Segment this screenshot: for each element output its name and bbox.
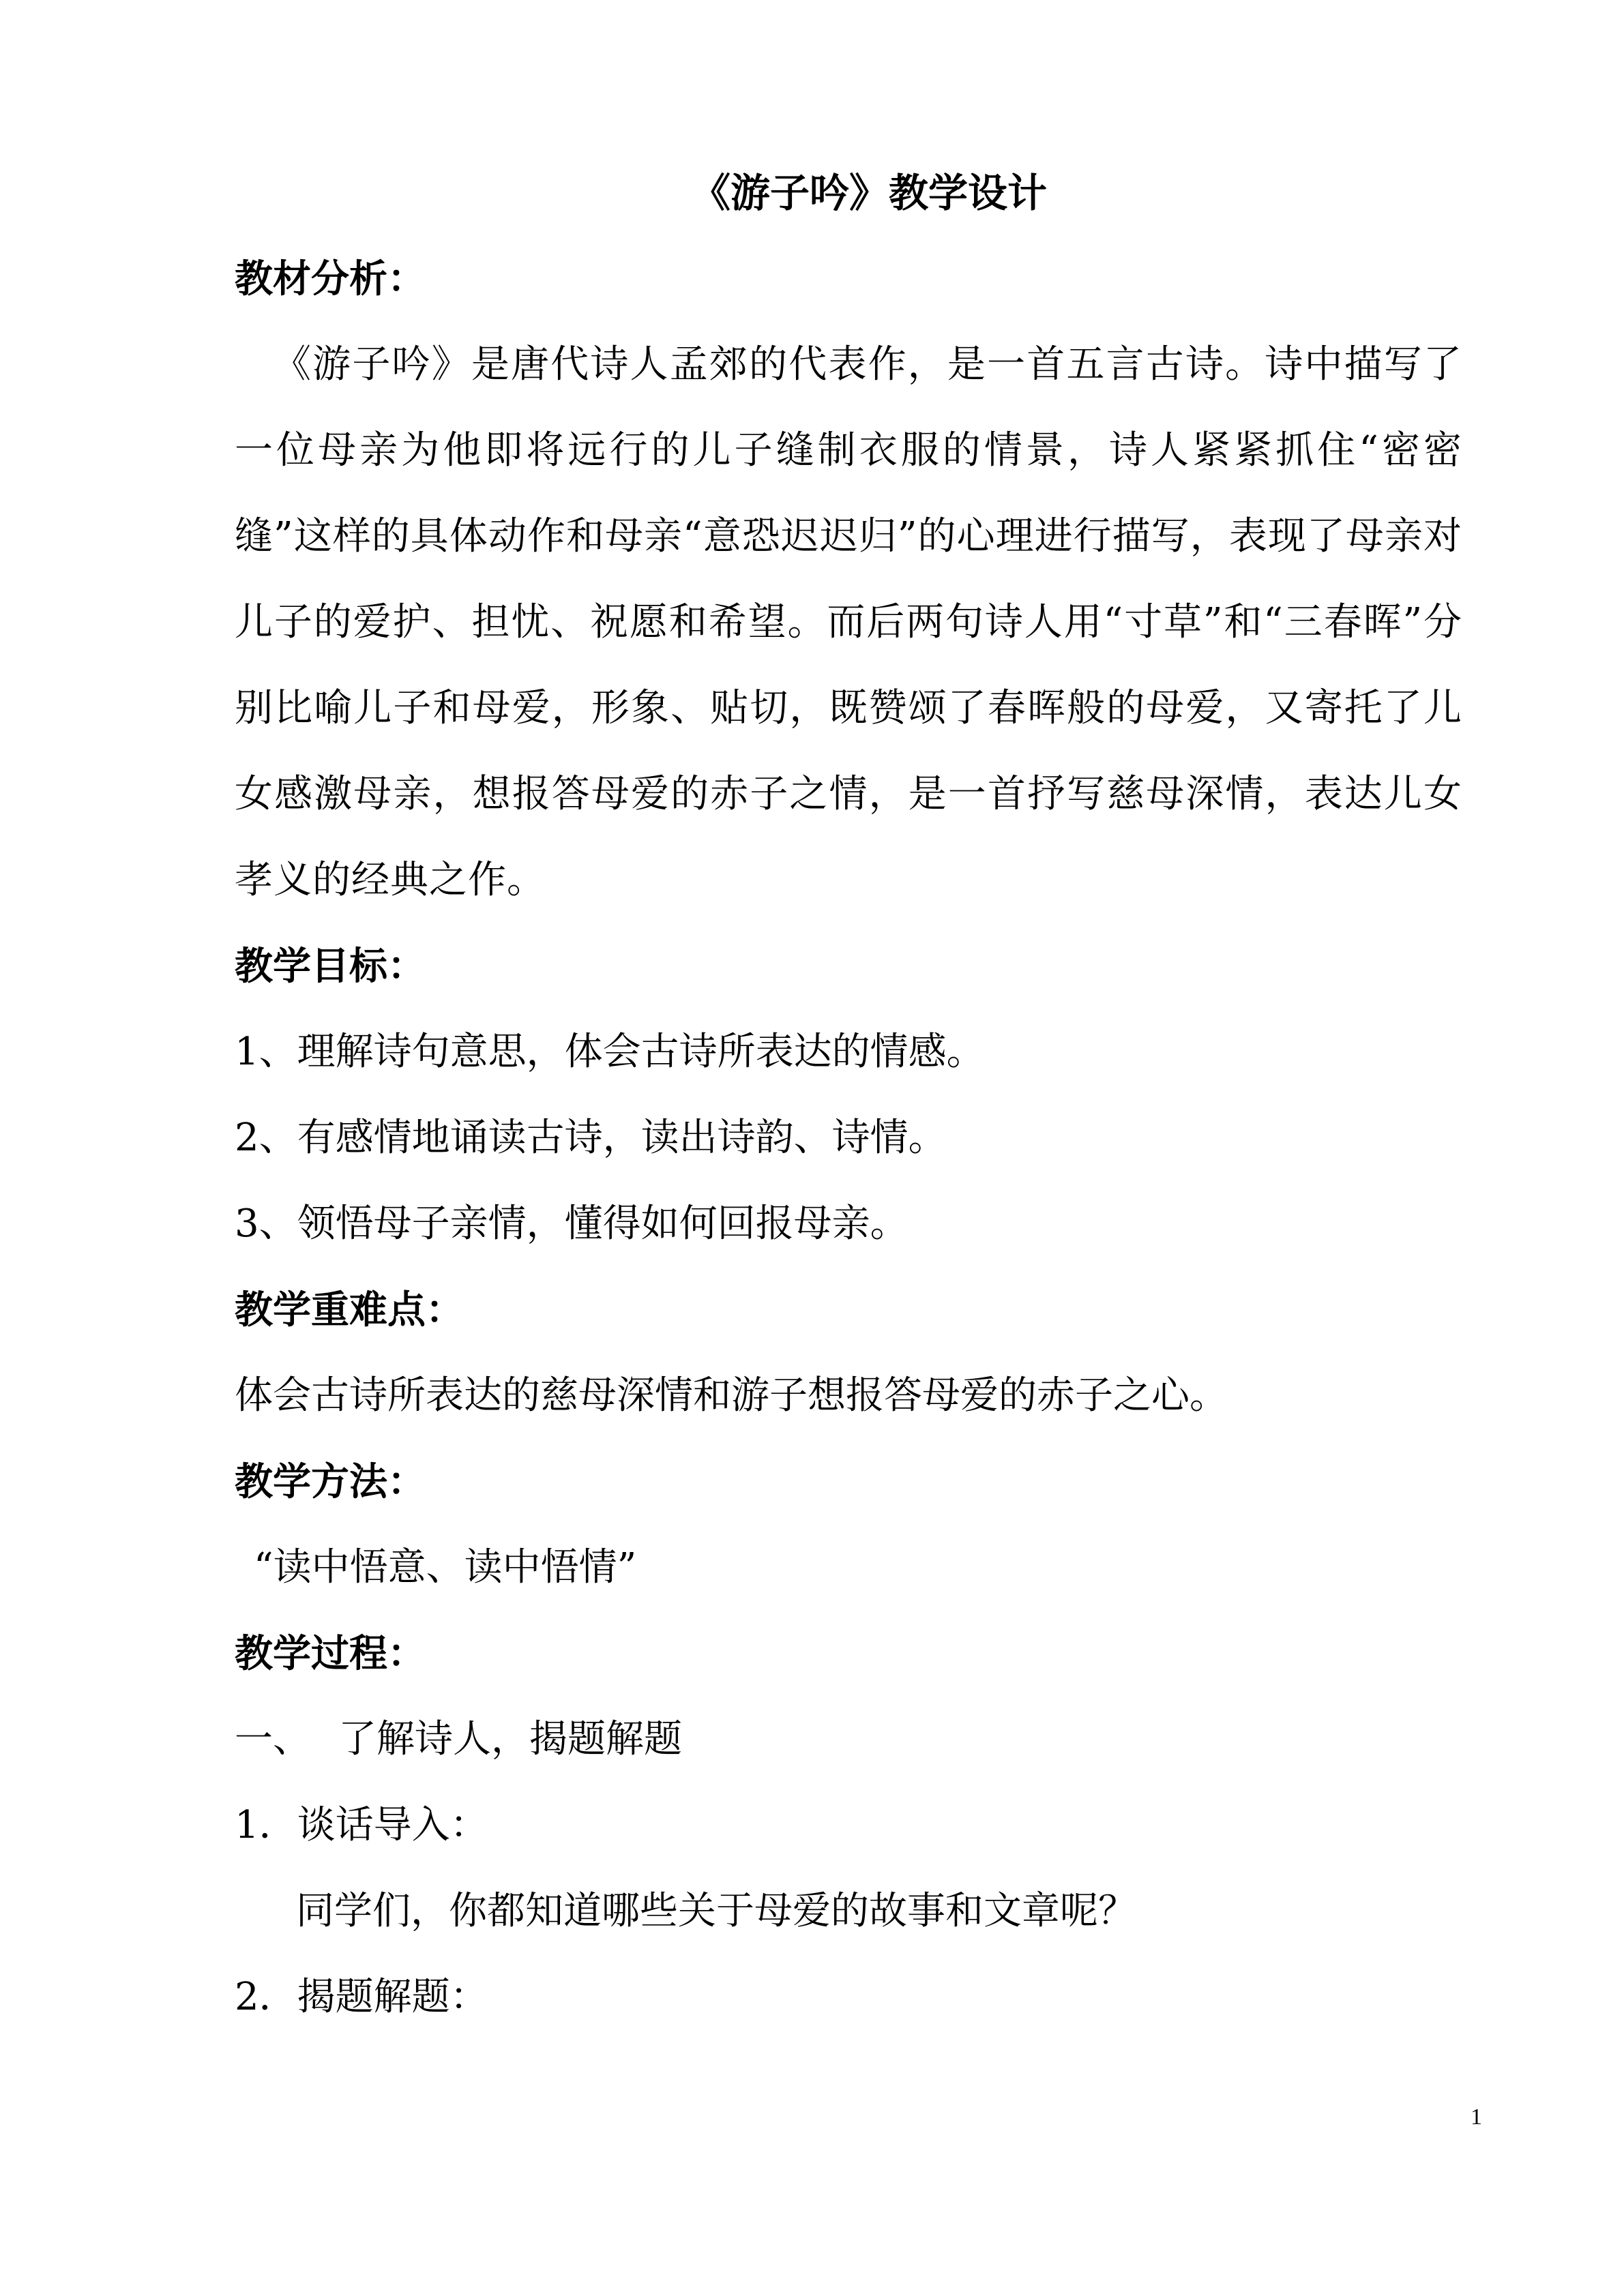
process-step-1-number: 一、	[235, 1717, 311, 1761]
heading-key-points: 教学重难点：	[235, 1287, 464, 1332]
process-sub-2: 2．揭题解题：	[235, 1975, 488, 2019]
page-number: 1	[1471, 2104, 1482, 2130]
goal-item-1: 1、理解诗句意思，体会古诗所表达的情感。	[235, 1030, 985, 1074]
process-step-1-title: 了解诗人，揭题解题	[338, 1717, 682, 1761]
goal-item-3: 3、领悟母子亲情，懂得如何回报母亲。	[235, 1202, 909, 1246]
goal-item-2: 2、有感情地诵读古诗，读出诗韵、诗情。	[235, 1116, 947, 1160]
heading-methods: 教学方法：	[235, 1459, 426, 1504]
methods-text: “读中悟意、读中悟情”	[254, 1545, 637, 1590]
process-sub-1-text: 同学们，你都知道哪些关于母爱的故事和文章呢？	[296, 1889, 1136, 1933]
key-points-text: 体会古诗所表达的慈母深情和游子想报答母爱的赤子之心。	[235, 1373, 1228, 1418]
document-title: 《游子吟》教学设计	[690, 170, 1047, 216]
process-step-1	[235, 1697, 1462, 1783]
heading-goals: 教学目标：	[235, 944, 426, 989]
heading-process: 教学过程：	[235, 1631, 426, 1676]
document-body	[235, 150, 1462, 2040]
heading-analysis: 教材分析：	[235, 256, 426, 301]
process-sub-1: 1．谈话导入：	[235, 1803, 488, 1847]
analysis-paragraph: 《游子吟》是唐代诗人孟郊的代表作，是一首五言古诗。诗中描写了一位母亲为他即将远行的儿子缝制衣服的情景，诗人紧紧抓住“密密缝”这样的具体动作和母亲“意恐迟迟归”的心理进行描写，表现了母亲对儿子的爱护、担忧、祝愿和希望。而后两句诗人用“寸草”和“三春晖”分别比喻儿子和母爱，形象、贴切，既赞颂了春晖般的母爱，又寄托了儿女感激母亲，想报答母爱的赤子之情，是一首抒写慈母深情，表达儿女孝义的经典之作。	[235, 342, 1462, 902]
